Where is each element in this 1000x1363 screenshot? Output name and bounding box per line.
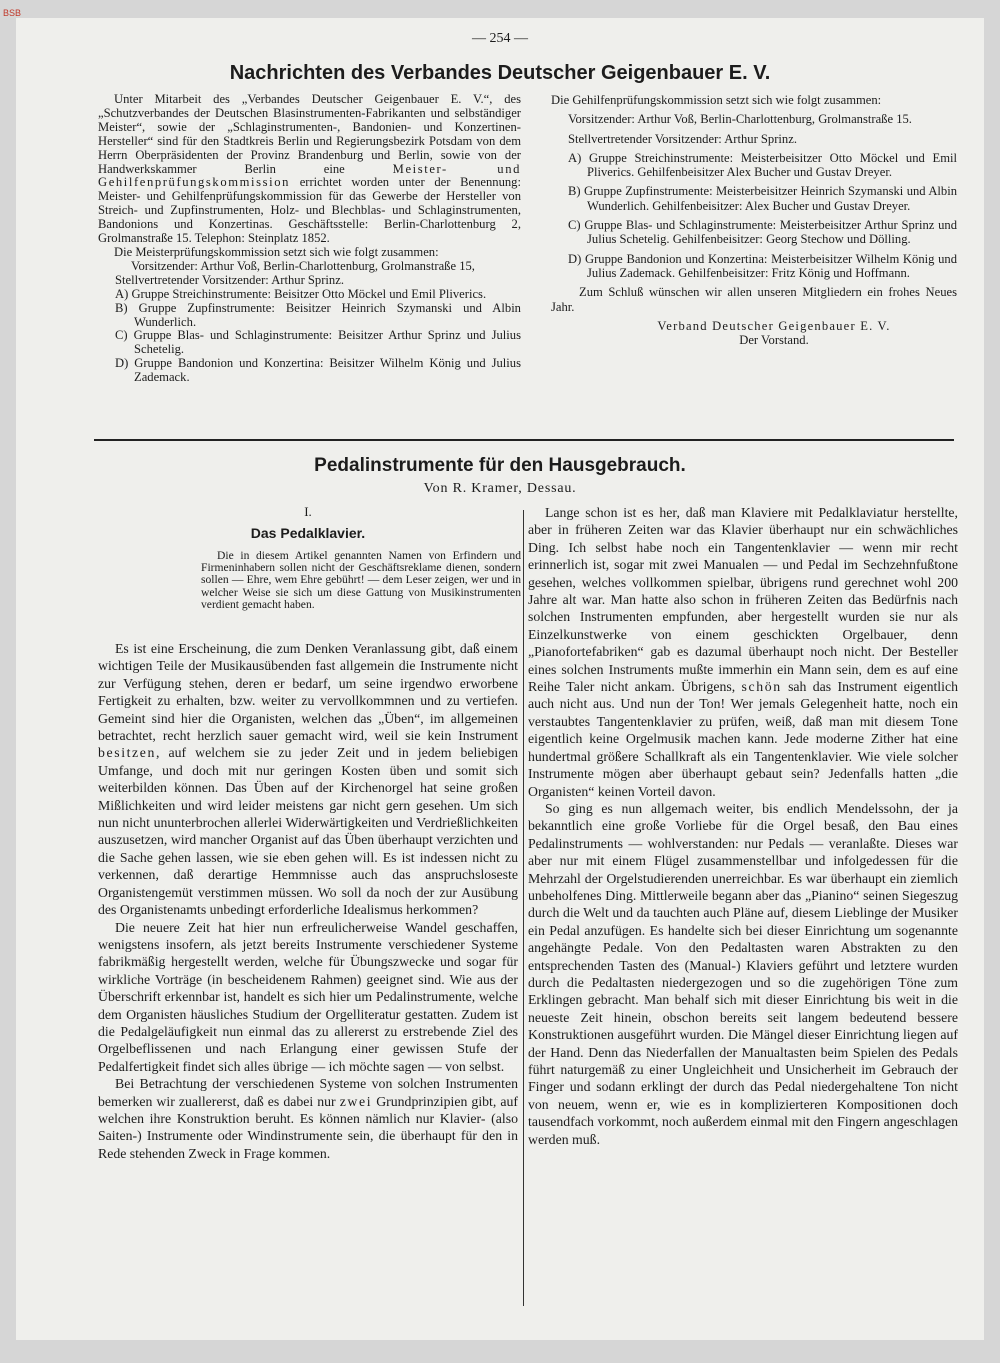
section-divider bbox=[94, 439, 954, 441]
article-note: Die in diesem Artikel genannten Namen von Erfindern und Firmeninhabern sollen nicht der Geschäftsreklame dienen, sondern sollen — Ehre, wem Ehre gebührt! — dem Leser zeigen, wer und in welcher Weise sie sich um diese Gattung von Musikinstrumenten verdient gemacht haben. bbox=[201, 549, 521, 611]
intro-paragraph: Unter Mitarbeit des „Verbandes Deutscher Geigenbauer E. V.“, des „Schutzverbandes der Deutschen Blasinstrumenten-Fabrikanten und selbständiger Meister“, sowie der „Schlaginstrumenten-, Bandonien- und Konzertinen-Hersteller“ sind für den Stadtkreis Berlin und Regierungsbezirk Potsdam von dem Herrn Oberpräsidenten der Provinz Brandenburg und Berlin, sowie von der Handwerkskammer Berlin eine Meister- und Gehilfenprüfungskommission errichtet worden unter der Benennung: Meister- und Gehilfenprüfungskommission für das Gewerbe der Hersteller von Streich- und Zupfinstrumenten, Holz- und Blechblas- und Schlaginstrumenten, Bandonions und Konzertinas. Geschäftsstelle: Berlin-Charlottenburg 2, Grolmanstraße 15. Telephon: Steinplatz 1852. bbox=[98, 92, 521, 246]
master-vice-chair: Stellvertretender Vorsitzender: Arthur Sprinz. bbox=[115, 272, 344, 287]
article-title: Pedalinstrumente für den Hausgebrauch. bbox=[314, 455, 686, 476]
master-commission-lead: Die Meisterprüfungskommission setzt sich wie folgt zusammen: bbox=[114, 244, 439, 259]
spaced-text: schön bbox=[741, 679, 782, 695]
signature-board: Der Vorstand. bbox=[739, 333, 809, 348]
journeyman-vice-chair: Stellvertretender Vorsitzender: Arthur Sprinz. bbox=[568, 131, 797, 146]
page-number: — 254 — bbox=[472, 31, 528, 46]
spaced-text: besitzen bbox=[98, 745, 157, 761]
article-paragraph: So ging es nun allgemach weiter, bis endlich Mendelssohn, der ja bekanntlich eine große Vorliebe für die Orgel besaß, den Bau eines Pedalinstruments — wohlverstanden: nur Pedals — veranlaßte. Dieses war aber nur mit einem Flügel zusammenstellbar und infolgedessen für die Mehrzahl der Orgelstudierenden unerreichbar. Es war überhaupt ein ziemlich unbeholfenes Ding. Mittlerweile begann aber das „Pianino“ seinen Siegeszug durch die Welt und da tauchten auch Pläne auf, diesem Lieblinge der Musiker ein Pedal anzufügen. Es handelte sich bei dieser Einrichtung um sogenannte angehängte Pedale. Von den Pedaltasten waren Abstrakten zu den entsprechenden Tasten des (Manual-) Klaviers geführt und letztere wurden durch die Pedaltasten niedergezogen und so die zugehörigen Töne zum Erklingen gebracht. Man behalf sich mit dieser Einrichtung bis weit in die neueste Zeit hinein, obschon bereits seit langem bedeutend bessere Konstruktionen ausgeführt wurden. Die Mängel dieser Einrichtung liegen auf der Hand. Denn das Niederfallen der Manualtasten beim Spielen des Pedals führt naturgemäß zu einer Ungleichheit und Unsicherheit im Gebrauch der Finger und sodann erklingt der durch das Pedal niedergehaltene Ton nicht von neuem, wenn er, wie es in komplizierteren Kompositionen doch tausendfach vorkommt, noch außerdem einmal mit den Fingern angeschlagen werden muß. bbox=[528, 800, 958, 1147]
section-title: Nachrichten des Verbandes Deutscher Geigenbauer E. V. bbox=[229, 62, 771, 84]
section1-left-column bbox=[98, 93, 521, 385]
article-left-column bbox=[98, 640, 518, 1162]
article-paragraph: Es ist eine Erscheinung, die zum Denken Veranlassung gibt, daß einem wichtigen Teile der Musikausübenden fast allgemein die Instrumente nicht zur Verfügung stehen, deren er bedarf, um seine irgendwo erworbene Fertigkeit zu erhalten, bzw. weiter zu vervollkommnen und zu vertiefen. Gemeint sind hier die Organisten, welchen das „Üben“, im allgemeinen betrachtet, recht herzlich sauer gemacht wird, weil sie kein Instrument besitzen, auf welchem sie zu jeder Zeit und in jedem beliebigen Umfange, und doch mit nur geringen Kosten üben und somit sich weiterbilden können. Das Üben auf der Kirchenorgel hat seine großen Mißlichkeiten und wird leider meistens gar nicht gern gesehen. Um sich nun nicht ununterbrochen allerlei Widerwärtigkeiten und Verdrießlichkeiten auszusetzen, wird mancher Organist auf das Üben überhaupt verzichten und die Sache gehen lassen, wie sie eben gehen will. Es ist indessen nicht zu verkennen, daß derartige Hemmnisse auch das anspruchsloseste Organistengemüt verstimmen müssen. Wo soll da noch der zur Ausübung des Organistenamts unbedingt erforderliche Idealismus herkommen? bbox=[98, 641, 518, 918]
article-subtitle: Das Pedalklavier. bbox=[250, 525, 366, 541]
document-page bbox=[16, 18, 984, 1340]
journeyman-chair: Vorsitzender: Arthur Voß, Berlin-Charlottenburg, Grolmanstraße 15. bbox=[568, 112, 912, 127]
article-part-number: I. bbox=[304, 504, 312, 519]
article-paragraph: Die neuere Zeit hat hier nun erfreulicherweise Wandel geschaffen, wenigstens insofern, als jetzt bereits Instrumente verschiedener Systeme fabrikmäßig hergestellt werden, welche für Übungszwecke und sogar für wirkliche Vorträge (in bescheidenem Rahmen) geeignet sind. Wie aus der Überschrift erkennbar ist, handelt es sich hier um Pedalinstrumente, welche dem Organisten häusliches Studium der Orgelliteratur gestatten. Zudem ist die Pedalgeläufigkeit nun einmal das zu allererst zu erstrebende Ziel des Orgelbeflissenen und nach Erlangung einer gewissen Stufe der Pedalfertigkeit findet sich alles übrige — ich möchte sagen — von selbst. bbox=[98, 919, 518, 1074]
article-paragraph: Bei Betrachtung der verschiedenen Systeme von solchen Instrumenten bemerken wir zuallererst, daß es dabei nur zwei Grundprinzipien gibt, auf welchen ihre Konstruktion beruht. Es können nämlich nur Klavier- (also Saiten-) Instrumente oder Windinstrumente sein, die überhaupt für den in Rede stehenden Zweck in Frage kommen. bbox=[98, 1076, 518, 1161]
column-divider bbox=[523, 510, 524, 1306]
closing-greeting: Zum Schluß wünschen wir allen unseren Mitgliedern ein frohes Neues Jahr. bbox=[551, 285, 957, 314]
spaced-text: Meister- und Gehilfenprüfungskommission bbox=[98, 161, 521, 190]
master-chair: Vorsitzender: Arthur Voß, Berlin-Charlottenburg, Grolmanstraße 15, bbox=[131, 258, 475, 273]
section1-right-column bbox=[551, 93, 957, 347]
journeyman-commission-lead: Die Gehilfenprüfungskommission setzt sich wie folgt zusammen: bbox=[551, 93, 882, 107]
list-item: D) Gruppe Bandonion und Konzertina: Beisitzer Wilhelm König und Julius Zademack. bbox=[115, 356, 521, 385]
list-item: D) Gruppe Bandonion und Konzertina: Meisterbeisitzer Wilhelm König und Julius Zademack. Gehilfenbeisitzer: Fritz König und Hoffmann. bbox=[568, 251, 957, 280]
list-item: B) Gruppe Zupfinstrumente: Meisterbeisitzer Heinrich Szymanski und Albin Wunderlich. Gehilfenbeisitzer: Alex Bucher und Gustav Dreyer. bbox=[568, 184, 958, 213]
list-item: A) Gruppe Streichinstrumente: Beisitzer Otto Möckel und Emil Pliverics. bbox=[115, 286, 487, 301]
article-byline: Von R. Kramer, Dessau. bbox=[423, 481, 577, 496]
library-watermark: BSB bbox=[3, 8, 22, 18]
journeyman-groups-list bbox=[551, 151, 957, 280]
list-item: C) Gruppe Blas- und Schlaginstrumente: Meisterbeisitzer Arthur Sprinz und Julius Schetelig. Gehilfenbeisitzer: Georg Stechow und Dölling. bbox=[568, 218, 958, 247]
signature-organization: Verband Deutscher Geigenbauer E. V. bbox=[657, 318, 891, 333]
list-item: B) Gruppe Zupfinstrumente: Beisitzer Heinrich Szymanski und Albin Wunderlich. bbox=[115, 300, 521, 329]
spaced-text: zwei bbox=[339, 1093, 373, 1109]
master-groups-list bbox=[98, 288, 521, 385]
list-item: A) Gruppe Streichinstrumente: Meisterbeisitzer Otto Möckel und Emil Pliverics. Gehilfenbeisitzer Alex Bucher und Gustav Dreyer. bbox=[568, 150, 958, 180]
article-paragraph: Lange schon ist es her, daß man Klaviere mit Pedalklaviatur herstellte, aber in früheren Zeiten war das Klavier überhaupt nur ein schwächliches Ding. Ich selbst habe noch ein Tangentenklavier — wenn mir recht erinnerlich ist, sogar mit zwei Manualen — und Pedal im Sechzehnfußtone gesehen, welches vollkommen spielbar, übrigens rund gerechnet wohl 200 Jahre alt war. Man hatte also schon in früheren Zeiten das Bedürfnis nach solchen Instrumenten empfunden, aber hergestellt wurden sie nur als Einzelkunstwerke von einem geschickten Orgelbauer, denn „Pianofortefabriken“ gab es dazumal überhaupt noch nicht. Der Besteller eines solchen Instruments mußte immerhin ein Mann sein, dem es auf eine Reihe Taler nicht ankam. Übrigens, schön sah das Instrument eigentlich auch nicht aus. Und nun der Ton! Wer jemals Gelegenheit hatte, noch ein verstaubtes Tangentenklavier zu prüfen, weiß, daß man mit diesem Tone eigentlich keine Orgelmusik machen kann. Jede moderne Zither hat eine hundertmal größere Schallkraft als ein Tangentenklavier. Wie viele solcher Instrumente mögen aber überhaupt gebaut sein? Jedenfalls hatten „die Organisten“ keinen Vorteil davon. bbox=[528, 505, 958, 799]
list-item: C) Gruppe Blas- und Schlaginstrumente: Beisitzer Arthur Sprinz und Julius Schetelig. bbox=[115, 328, 521, 357]
article-right-column bbox=[528, 504, 958, 1148]
